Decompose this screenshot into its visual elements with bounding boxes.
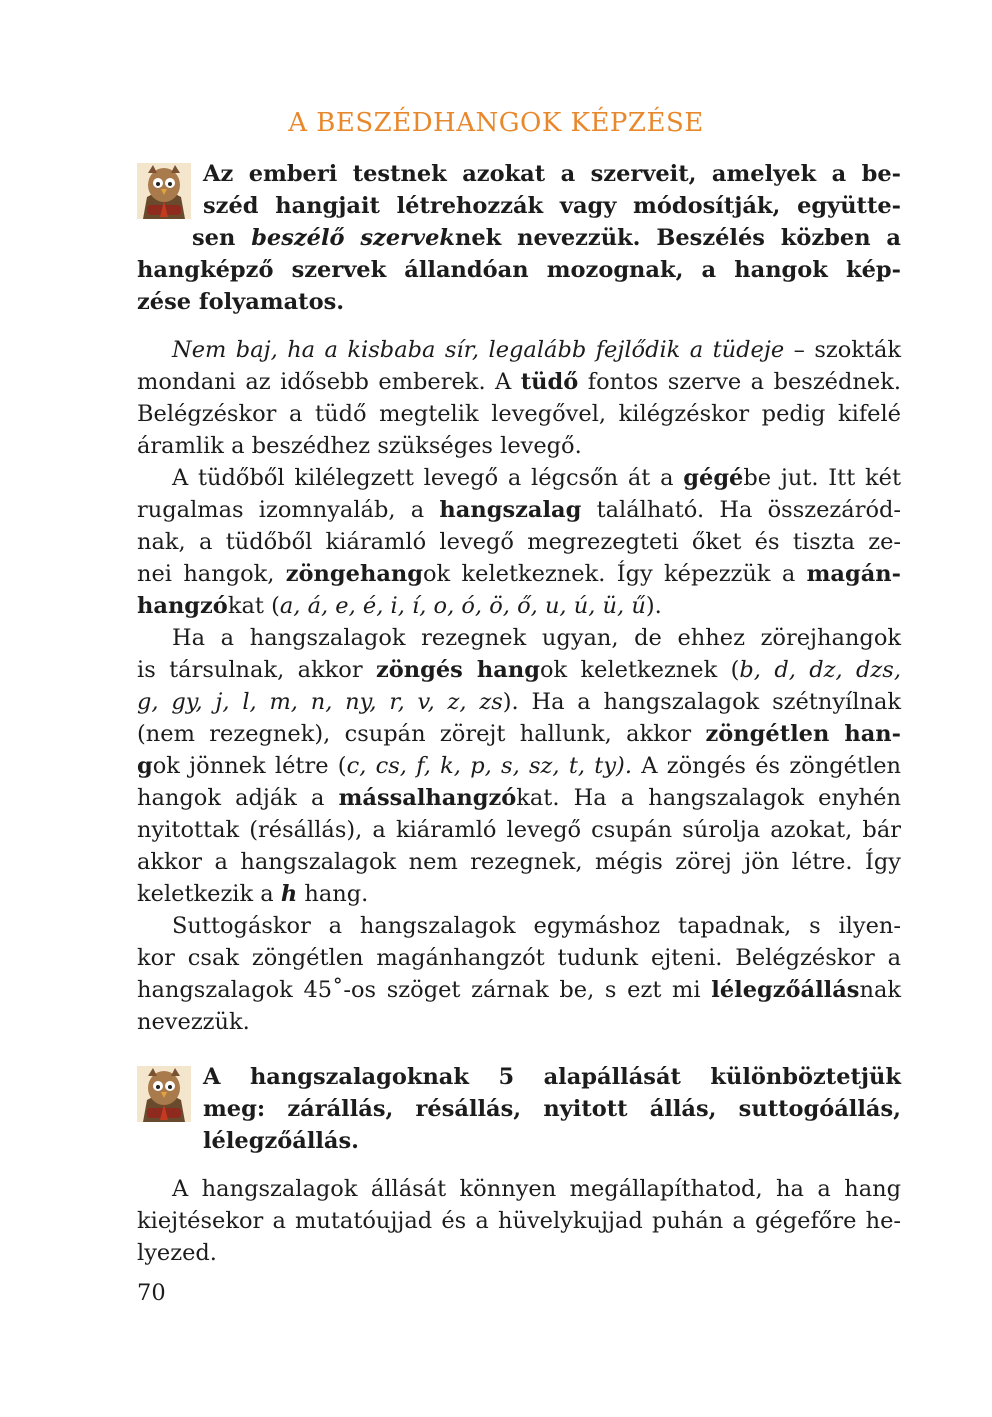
- text-run: széd hangjait létrehozzák vagy módosítják, együtte-: [203, 193, 901, 219]
- text-line: [137, 1237, 901, 1269]
- text-run: hangszalagok 45˚-os szöget zárnak be, s ezt mi: [137, 977, 712, 1003]
- text-run: b, d, dz, dzs,: [739, 657, 901, 683]
- owl-professor-icon: [137, 163, 191, 219]
- text-line: [172, 622, 901, 654]
- text-run: keletkezik a: [137, 881, 281, 907]
- text-run: nei hangok,: [137, 561, 286, 587]
- text-run: kat (: [227, 593, 280, 619]
- text-run: – szokták: [784, 337, 901, 363]
- text-line: [172, 1173, 901, 1205]
- text-run: található. Ha összezáród-: [581, 497, 901, 523]
- text-run: Az emberi testnek azokat a szerveit, amelyek a be-: [203, 161, 901, 187]
- text-run: lyezed.: [137, 1240, 217, 1266]
- owl-professor-icon: [137, 1066, 191, 1122]
- text-run: kor csak zöngétlen magánhangzót tudunk ejteni. Belégzéskor a: [137, 945, 901, 971]
- text-line: [137, 686, 901, 718]
- text-run: rugalmas izomnyaláb, a: [137, 497, 440, 523]
- text-run: A zöngés és zöngétlen: [631, 753, 901, 779]
- text-run: fontos szerve a beszédnek.: [578, 369, 901, 395]
- text-run: zöngétlen han-: [705, 721, 901, 747]
- page-title: A BESZÉDHANGOK KÉPZÉSE: [288, 108, 704, 138]
- text-run: A tüdőből kilélegzett levegő a légcsőn át a: [172, 465, 684, 491]
- text-run: zöngehang: [285, 561, 423, 587]
- text-run: Nem baj, ha a kisbaba sír, legalább fejlődik a tüdeje: [172, 337, 785, 363]
- text-run: g, gy, j, l, m, n, ny, r, v, z, zs: [137, 689, 503, 715]
- text-line: [137, 286, 901, 318]
- text-run: áramlik a beszédhez szükséges levegő.: [137, 433, 582, 459]
- text-run: Ha a hangszalagok rezegnek ugyan, de ehhez zörejhangok: [172, 625, 901, 651]
- text-run: meg: zárállás, résállás, nyitott állás, suttogóállás,: [203, 1096, 901, 1122]
- text-line: [137, 430, 901, 462]
- text-run: kat. Ha a hangszalagok enyhén: [516, 785, 901, 811]
- text-run: lélegzőállás.: [203, 1128, 359, 1154]
- text-line: [137, 814, 901, 846]
- text-line: [137, 654, 901, 686]
- text-line: [137, 366, 901, 398]
- text-run: hangszalag: [439, 497, 582, 523]
- text-line: [137, 526, 901, 558]
- text-line: [203, 1061, 901, 1093]
- text-line: [137, 942, 901, 974]
- text-line: [203, 1093, 901, 1125]
- text-line: [137, 558, 901, 590]
- text-line: [137, 878, 901, 910]
- text-run: Belégzéskor a tüdő megtelik levegővel, kilégzéskor pedig kifelé: [137, 401, 901, 427]
- text-run: sen: [192, 225, 252, 251]
- text-run: hangképző szervek állandóan mozognak, a hangok kép-: [137, 257, 901, 283]
- text-run: is társulnak, akkor: [137, 657, 376, 683]
- text-run: nak, a tüdőből kiáramló levegő megrezegteti őket és tiszta ze-: [137, 529, 901, 555]
- text-line: [172, 910, 901, 942]
- text-run: A hangszalagoknak 5 alapállását különböztetjük: [203, 1064, 901, 1090]
- text-run: nevezzük.: [137, 1009, 250, 1035]
- page-number: 70: [137, 1280, 166, 1306]
- text-line: [137, 590, 901, 622]
- text-line: [203, 158, 901, 190]
- text-line: [137, 974, 901, 1006]
- text-run: ok jönnek létre (: [152, 753, 347, 779]
- text-line: [137, 1006, 901, 1038]
- text-run: mássalhangzó: [338, 785, 517, 811]
- text-line: [137, 254, 901, 286]
- text-run: zöngés hang: [375, 657, 540, 683]
- text-line: [137, 398, 901, 430]
- text-run: gégé: [683, 465, 744, 491]
- text-run: hang.: [297, 881, 369, 907]
- text-run: c, cs, f, k, p, s, sz, t, ty).: [346, 753, 632, 779]
- text-run: akkor a hangszalagok nem rezegnek, mégis zörej jön létre. Így: [137, 849, 901, 875]
- text-run: zése folyamatos.: [137, 289, 345, 315]
- text-run: hangok adják a: [137, 785, 339, 811]
- text-run: mondani az idősebb emberek. A: [137, 369, 521, 395]
- text-line: [137, 718, 901, 750]
- text-run: ok keletkeznek. Így képezzük a: [423, 561, 807, 587]
- text-run: (nem rezegnek), csupán zörejt hallunk, akkor: [137, 721, 706, 747]
- text-line: [203, 1125, 901, 1157]
- text-line: [172, 462, 901, 494]
- text-run: be jut. Itt két: [743, 465, 901, 491]
- text-run: Suttogáskor a hangszalagok egymáshoz tapadnak, s ilyen-: [172, 913, 901, 939]
- text-line: [192, 222, 901, 254]
- text-run: kiejtésekor a mutatóujjad és a hüvelykujjad puhán a gégefőre he-: [137, 1208, 901, 1234]
- text-run: h: [280, 881, 298, 907]
- text-run: tüdő: [520, 369, 579, 395]
- text-run: ). Ha a hangszalagok szétnyílnak: [502, 689, 901, 715]
- text-run: nek nevezzük. Beszélés közben a: [454, 225, 901, 251]
- text-run: a, á, e, é, i, í, o, ó, ö, ő, u, ú, ü, ű: [279, 593, 646, 619]
- text-run: nak: [859, 977, 901, 1003]
- text-line: [137, 750, 901, 782]
- text-run: ).: [645, 593, 662, 619]
- text-line: [137, 494, 901, 526]
- text-run: g: [137, 753, 153, 779]
- text-line: [137, 846, 901, 878]
- text-line: [172, 334, 901, 366]
- text-run: hangzó: [137, 593, 228, 619]
- text-line: [137, 1205, 901, 1237]
- text-line: [203, 190, 901, 222]
- text-run: beszélő szervek: [251, 225, 455, 251]
- text-run: A hangszalagok állását könnyen megállapíthatod, ha a hang: [172, 1176, 901, 1202]
- text-run: magán-: [806, 561, 901, 587]
- text-run: lélegzőállás: [711, 977, 860, 1003]
- text-run: ok keletkeznek (: [539, 657, 740, 683]
- text-line: [137, 782, 901, 814]
- text-run: nyitottak (résállás), a kiáramló levegő csupán súrolja azokat, bár: [137, 817, 901, 843]
